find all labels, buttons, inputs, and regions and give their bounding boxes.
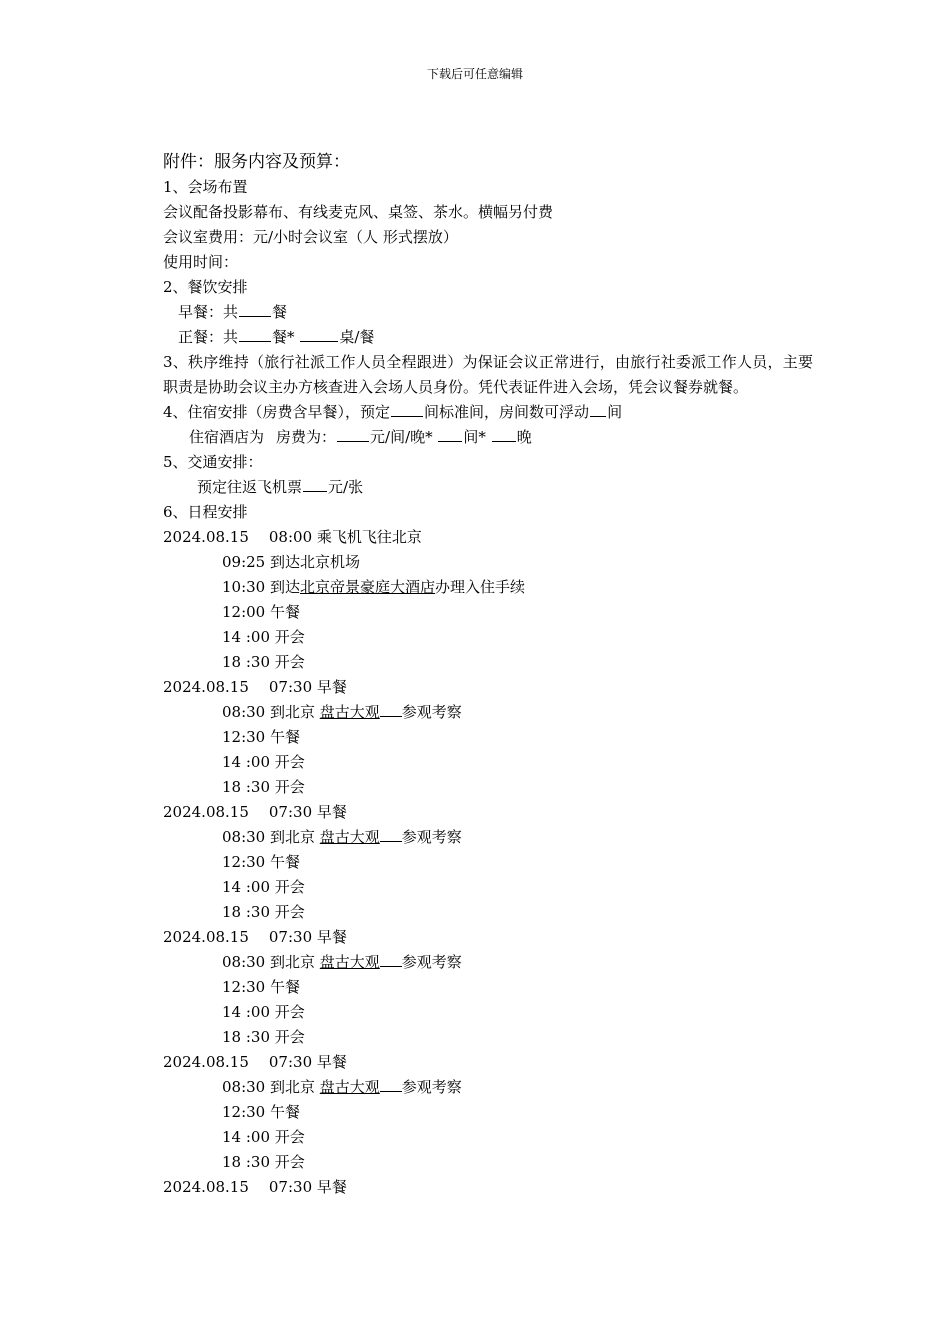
- hotel-line: 住宿酒店为 房费为： 元/间/晚* 间* 晚: [163, 425, 813, 450]
- section-6-heading: 6、日程安排: [163, 503, 248, 521]
- schedule-item: 14 :00 开会: [222, 878, 305, 896]
- schedule-item: 18 :30 开会: [222, 778, 305, 796]
- breakfast-line: 早餐：共 餐: [163, 300, 813, 325]
- room-float-blank: [590, 400, 606, 417]
- schedule-item: 08:30 到北京 盘古大观 参观考察: [163, 950, 813, 975]
- schedule-date-row: 2024.08.15 08:00 乘飞机飞往北京: [163, 528, 422, 546]
- schedule-item: 18 :30 开会: [222, 653, 305, 671]
- schedule-day-1: [163, 525, 813, 675]
- schedule-date-row: 2024.08.15 07:30 早餐: [163, 1178, 347, 1196]
- room-count-blank: [391, 400, 423, 417]
- schedule-item: 12:00 午餐: [222, 603, 300, 621]
- schedule-item: 08:30 到北京 盘古大观 参观考察: [163, 825, 813, 850]
- meal-count-blank: [239, 325, 271, 342]
- section-3-paragraph: 3、秩序维持（旅行社派工作人员全程跟进）为保证会议正常进行，由旅行社委派工作人员，主要职责是协助会议主办方核查进入会场人员身份。凭代表证件进入会场，凭会议餐券就餐。: [163, 353, 813, 396]
- schedule-item: 12:30 午餐: [222, 728, 300, 746]
- venue-equipment-line: 会议配备投影幕布、有线麦克风、桌签、茶水。横幅另付费: [163, 203, 554, 221]
- room-fee-line: 会议室费用：元/小时会议室（人 形式摆放）: [163, 228, 458, 246]
- schedule-day-2: [163, 675, 813, 800]
- schedule-item: 14 :00 开会: [222, 628, 305, 646]
- page-header: 下载后可任意编辑: [426, 67, 523, 81]
- schedule-day-5: [163, 1050, 813, 1175]
- schedule-date-row: 2024.08.15 07:30 早餐: [163, 803, 347, 821]
- schedule-item: 14 :00 开会: [222, 1003, 305, 1021]
- schedule-item: 14 :00 开会: [222, 753, 305, 771]
- section-4-line: 4、住宿安排（房费含早餐），预定 间标准间，房间数可浮动 间: [163, 400, 813, 425]
- hotel-name: 北京帝景豪庭大酒店: [300, 578, 436, 596]
- table-count-blank: [300, 325, 338, 342]
- schedule-day-4: [163, 925, 813, 1050]
- schedule-item: 14 :00 开会: [222, 1128, 305, 1146]
- page-title: 附件：服务内容及预算：: [163, 152, 350, 172]
- schedule-item: 09:25 到达北京机场: [222, 553, 360, 571]
- ticket-price-blank: [303, 475, 327, 492]
- schedule-date-row: 2024.08.15 07:30 早餐: [163, 1053, 347, 1071]
- section-5-heading: 5、交通安排：: [163, 453, 263, 471]
- schedule-item: 10:30 到达北京帝景豪庭大酒店办理入住手续: [222, 578, 526, 596]
- usage-time-line: 使用时间：: [163, 253, 239, 271]
- schedule-item: 12:30 午餐: [222, 1103, 300, 1121]
- schedule-date-row: 2024.08.15 07:30 早餐: [163, 678, 347, 696]
- schedule-item: 08:30 到北京 盘古大观 参观考察: [163, 700, 813, 725]
- section-2-heading: 2、餐饮安排: [163, 278, 248, 296]
- visit-place: 盘古大观: [319, 703, 380, 721]
- visit-place: 盘古大观: [319, 828, 380, 846]
- nights-blank: [492, 425, 516, 442]
- schedule-item: 08:30 到北京 盘古大观 参观考察: [163, 1075, 813, 1100]
- document-body: [163, 150, 813, 1200]
- visit-place: 盘古大观: [319, 1078, 380, 1096]
- schedule-date-row: 2024.08.15 07:30 早餐: [163, 928, 347, 946]
- visit-place: 盘古大观: [319, 953, 380, 971]
- schedule-item: 18 :30 开会: [222, 1028, 305, 1046]
- schedule-item: 18 :30 开会: [222, 1153, 305, 1171]
- rooms-blank: [438, 425, 462, 442]
- lunch-line: 正餐：共 餐* 桌/餐: [163, 325, 813, 350]
- schedule-day-6: [163, 1175, 813, 1200]
- schedule-item: 12:30 午餐: [222, 978, 300, 996]
- schedule-item: 12:30 午餐: [222, 853, 300, 871]
- breakfast-count-blank: [239, 300, 271, 317]
- section-1-heading: 1、会场布置: [163, 178, 248, 196]
- schedule-item: 18 :30 开会: [222, 903, 305, 921]
- schedule-day-3: [163, 800, 813, 925]
- flight-line: 预定往返飞机票 元/张: [163, 475, 813, 500]
- price-blank: [337, 425, 369, 442]
